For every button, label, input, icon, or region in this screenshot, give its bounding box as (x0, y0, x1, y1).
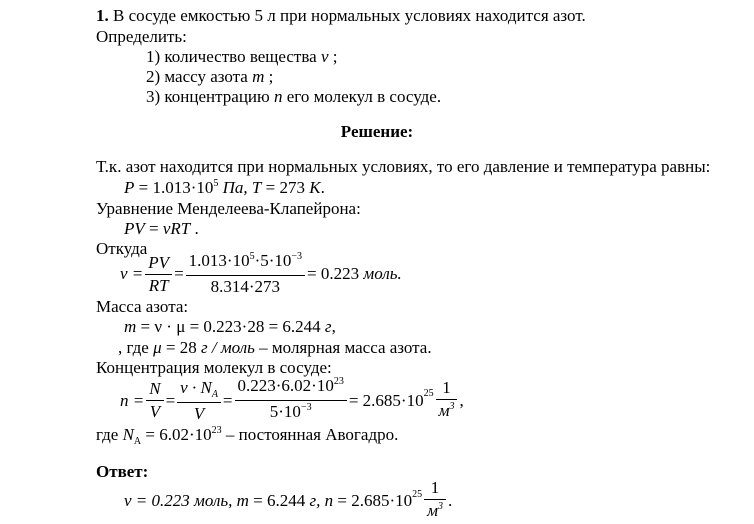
mk-title (96, 199, 361, 219)
nu-f2-num-exp1: 5 (249, 251, 255, 262)
answer-end: . (447, 491, 453, 510)
conc-formula (120, 376, 464, 425)
nu-formula (120, 251, 402, 297)
mk-end: . (194, 219, 199, 238)
task-item-1 (146, 47, 337, 67)
n-f3-den-a: 5·10 (269, 402, 301, 421)
determine-label (96, 27, 187, 47)
temperature-unit: K (309, 178, 321, 197)
nu-fraction-1 (145, 253, 172, 296)
temperature-symbol: , T (243, 178, 262, 197)
n-eq1: = (165, 390, 176, 410)
answer-nu-unit: моль (194, 491, 229, 510)
task-item-2-end: ; (268, 67, 274, 86)
answer-n: , n (316, 491, 334, 510)
n-f3-num-exp: 23 (333, 376, 344, 387)
pressure-symbol: P (124, 178, 135, 197)
task-item-2 (146, 67, 273, 87)
nu-fraction-2-num (186, 251, 305, 276)
n-fraction-4-num: 1 (436, 378, 458, 400)
nu-eq: = (174, 264, 184, 283)
n-f2-num-a: ν · N (180, 377, 212, 397)
answer-fraction-num: 1 (424, 478, 446, 500)
n-end: , (459, 390, 464, 410)
n-fraction-4 (436, 378, 458, 424)
n-fraction-1 (146, 379, 163, 422)
avogadro-sub: A (133, 436, 142, 447)
mk-rhs: νRT (162, 219, 191, 238)
mk-title-text: Уравнение Менделеева-Клапейрона: (96, 199, 361, 218)
determine-text: Определить: (96, 27, 187, 46)
task-item-1-text: 1) количество вещества (146, 47, 317, 66)
task-item-3-text: 3) концентрацию (146, 87, 270, 106)
task-item-3 (146, 87, 441, 107)
avogadro-desc: – постоянная Авогадро. (225, 425, 399, 444)
nu-result: = 0.223 (307, 264, 360, 283)
pressure-temperature-formula (124, 178, 325, 201)
mass-end: , (331, 317, 336, 336)
nu-lhs: ν = (120, 264, 144, 283)
avogadro-where: где (96, 425, 119, 444)
mass-expr: = ν · μ = 0.223·28 = 6.244 (140, 317, 321, 336)
task-item-1-end: ; (332, 47, 338, 66)
n-fraction-2 (177, 378, 221, 424)
molar-mass-where: , где (118, 338, 149, 357)
avogadro-symbol: N (122, 425, 134, 444)
mk-eq: = (149, 219, 159, 238)
mk-lhs: PV (124, 219, 145, 238)
answer-n-exp: 25 (412, 488, 423, 500)
n-f2-num-sub: A (211, 388, 218, 400)
nu-fraction-1-num: PV (145, 253, 172, 275)
n-result: = 2.685·10 (348, 390, 424, 410)
answer-f-den-a: м (427, 501, 438, 520)
mu-symbol: μ (153, 338, 162, 357)
task-item-3-symbol: n (273, 87, 283, 106)
problem-text: В сосуде емкостью 5 л при нормальных условиях находится азот. (113, 6, 586, 25)
n-fraction-3-den (235, 401, 347, 425)
n-fraction-2-den: V (193, 403, 205, 423)
mass-title-text: Масса азота: (96, 297, 189, 316)
n-result-exp: 25 (423, 388, 434, 399)
whence-text: Откуда (96, 239, 148, 258)
task-item-1-symbol: ν (320, 47, 329, 66)
n-eq2: = (222, 390, 233, 410)
answer-m-value: = 6.244 (253, 491, 306, 510)
mass-lhs: m (124, 317, 137, 336)
solution-intro-text: Т.к. азот находится при нормальных условиях, то его давление и температура равны: (96, 157, 711, 176)
task-item-3-end: его молекул в сосуде. (286, 87, 442, 106)
avogadro-note (96, 425, 398, 448)
n-fraction-3-num (235, 376, 347, 401)
nu-unit: моль. (363, 264, 402, 283)
n-fraction-1-num: N (146, 379, 163, 401)
n-f3-num-a: 0.223·6.02·10 (237, 376, 334, 395)
n-fraction-1-den: V (149, 402, 161, 421)
molar-mass-value: = 28 (165, 338, 197, 357)
answer-f-den-exp: 3 (437, 501, 443, 512)
task-item-2-text: 2) массу азота (146, 67, 248, 86)
nu-fraction-2-den: 8.314·273 (210, 277, 281, 296)
molar-mass-desc: – молярная масса азота. (259, 338, 432, 357)
answer-fraction (424, 478, 446, 524)
avogadro-value: = 6.02·10 (145, 425, 212, 444)
nu-f2-num-a: 1.013·10 (188, 251, 250, 270)
temperature-value: = 273 (265, 178, 305, 197)
molar-mass-note (118, 338, 432, 358)
solution-title: Решение: (340, 122, 414, 141)
nu-f2-num-b: ·5·10 (254, 251, 292, 270)
n-fraction-4-den (436, 400, 458, 424)
answer-fraction-den (424, 500, 446, 524)
conc-title (96, 358, 332, 378)
task-item-2-symbol: m (252, 67, 265, 86)
answer-m: , m (228, 491, 249, 510)
problem-statement (96, 6, 586, 26)
answer-m-unit: г (309, 491, 317, 510)
mass-title (96, 297, 188, 317)
nu-fraction-1-den: RT (148, 275, 169, 295)
conc-title-text: Концентрация молекул в сосуде: (96, 358, 332, 377)
mass-unit: г (324, 317, 332, 336)
n-f3-den-exp: −3 (300, 402, 312, 413)
answer-formula (124, 478, 452, 524)
temperature-end: . (320, 178, 325, 197)
answer-n-value: = 2.685·10 (337, 491, 413, 510)
pressure-value: = 1.013·10 (138, 178, 214, 197)
n-fraction-2-num (177, 378, 221, 403)
answer-nu: ν = 0.223 (124, 491, 190, 510)
n-f4-den-a: м (438, 400, 450, 420)
avogadro-exp: 23 (211, 425, 222, 436)
answer-label: Ответ: (96, 462, 149, 481)
n-f4-den-exp: 3 (449, 400, 455, 412)
n-lhs: n = (120, 390, 145, 410)
molar-mass-unit: г / моль (200, 338, 255, 357)
pressure-exponent: 5 (213, 178, 219, 189)
pressure-unit: Па (222, 178, 244, 197)
mass-formula (124, 317, 336, 337)
nu-fraction-2 (186, 251, 305, 297)
nu-f2-num-exp2: −3 (291, 251, 303, 262)
n-fraction-3 (235, 376, 347, 425)
problem-number: 1. (96, 6, 109, 25)
mk-equation (124, 219, 199, 239)
solution-intro (96, 157, 710, 177)
